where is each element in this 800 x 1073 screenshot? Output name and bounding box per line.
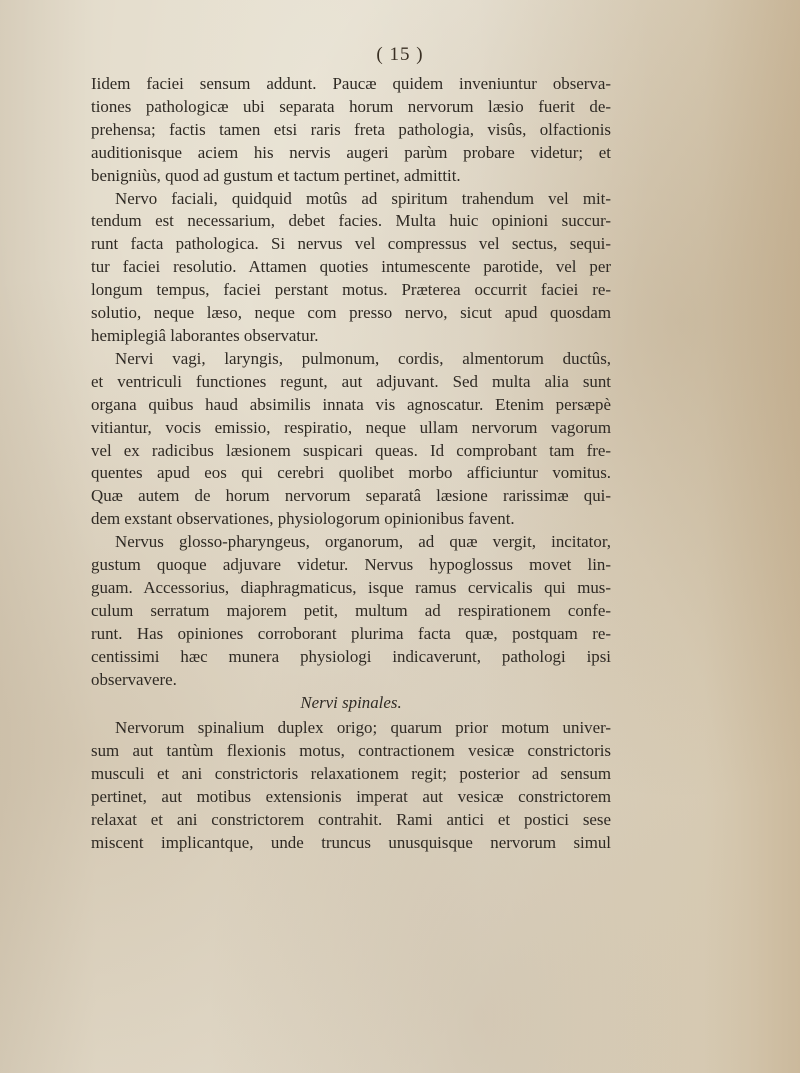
paragraph-5 (91, 717, 611, 854)
text-line: observavere. (91, 669, 177, 689)
body-text (91, 73, 611, 855)
text-line: solutio, neque læso, neque com presso nervo, sicut apud quosdam (91, 303, 611, 323)
text-line: Nervorum spinalium duplex origo; quarum prior motum univer- (115, 718, 611, 738)
paragraph-2 (91, 188, 611, 348)
text-line: hemiplegiâ laborantes observatur. (91, 325, 319, 345)
text-line: auditionisque aciem his nervis augeri parùm probare videtur; et (91, 142, 611, 162)
text-line: centissimi hæc munera physiologi indicaverunt, pathologi ipsi (91, 646, 611, 666)
text-line: guam. Accessorius, diaphragmaticus, isque ramus cervicalis qui mus- (91, 577, 611, 597)
paragraph-4 (91, 531, 611, 691)
text-line: tur faciei resolutio. Attamen quoties intumescente parotide, vel per (91, 257, 611, 277)
text-line: vitiantur, vocis emissio, respiratio, neque ullam nervorum vagorum (91, 417, 611, 437)
text-line: Nervo faciali, quidquid motûs ad spiritum trahendum vel mit- (115, 188, 611, 208)
text-line: sum aut tantùm flexionis motus, contractionem vesicæ constrictoris (91, 741, 611, 761)
text-line: relaxat et ani constrictorem contrahit. Rami antici et postici sese (91, 810, 611, 829)
text-line: runt. Has opiniones corroborant plurima facta quæ, postquam re- (91, 623, 611, 643)
text-line: gustum quoque adjuvare videtur. Nervus hypoglossus movet lin- (91, 555, 611, 575)
section-heading: Nervi spinales. (300, 693, 402, 713)
text-line: longum tempus, faciei perstant motus. Præterea occurrit faciei re- (91, 280, 611, 300)
text-line: quentes apud eos qui cerebri quolibet morbo afficiuntur vomitus. (91, 463, 611, 483)
text-line: culum serratum majorem petit, multum ad respirationem confe- (91, 600, 611, 620)
text-line: dem exstant observationes, physiologorum opinionibus favent. (91, 509, 515, 529)
text-line: Iidem faciei sensum addunt. Paucæ quidem inveniuntur observa- (91, 74, 611, 93)
text-line: Nervi vagi, laryngis, pulmonum, cordis, almentorum ductûs, (115, 348, 611, 368)
text-line: et ventriculi functiones regunt, aut adjuvant. Sed multa alia sunt (91, 371, 611, 391)
text-line: miscent implicantque, unde truncus unusquisque nervorum simul (91, 832, 611, 852)
text-line: tendum est necessarium, debet facies. Multa huic opinioni succur- (91, 211, 611, 231)
text-line: runt facta pathologica. Si nervus vel compressus vel sectus, sequi- (91, 234, 611, 254)
text-line: Nervus glosso-pharyngeus, organorum, ad quæ vergit, incitator, (115, 532, 611, 552)
text-line: organa quibus haud absimilis innata vis agnoscatur. Etenim persæpè (91, 394, 611, 414)
text-line: benigniùs, quod ad gustum et tactum pertinet, admittit. (91, 165, 461, 185)
text-line: tiones pathologicæ ubi separata horum nervorum læsio fuerit de- (91, 96, 611, 116)
text-line: Quæ autem de horum nervorum separatâ læsione rarissimæ qui- (91, 486, 611, 506)
text-line: musculi et ani constrictoris relaxationem regit; posterior ad sensum (91, 764, 611, 784)
text-line: vel ex radicibus læsionem suspicari queas. Id comprobant tam fre- (91, 440, 611, 460)
paragraph-3 (91, 348, 611, 531)
page-number: ( 15 ) (376, 44, 424, 65)
text-line: prehensa; factis tamen etsi raris freta pathologia, visûs, olfactionis (91, 119, 611, 139)
paragraph-1 (91, 73, 611, 188)
text-line: pertinet, aut motibus extensionis imperat aut vesicæ constrictorem (91, 787, 611, 807)
